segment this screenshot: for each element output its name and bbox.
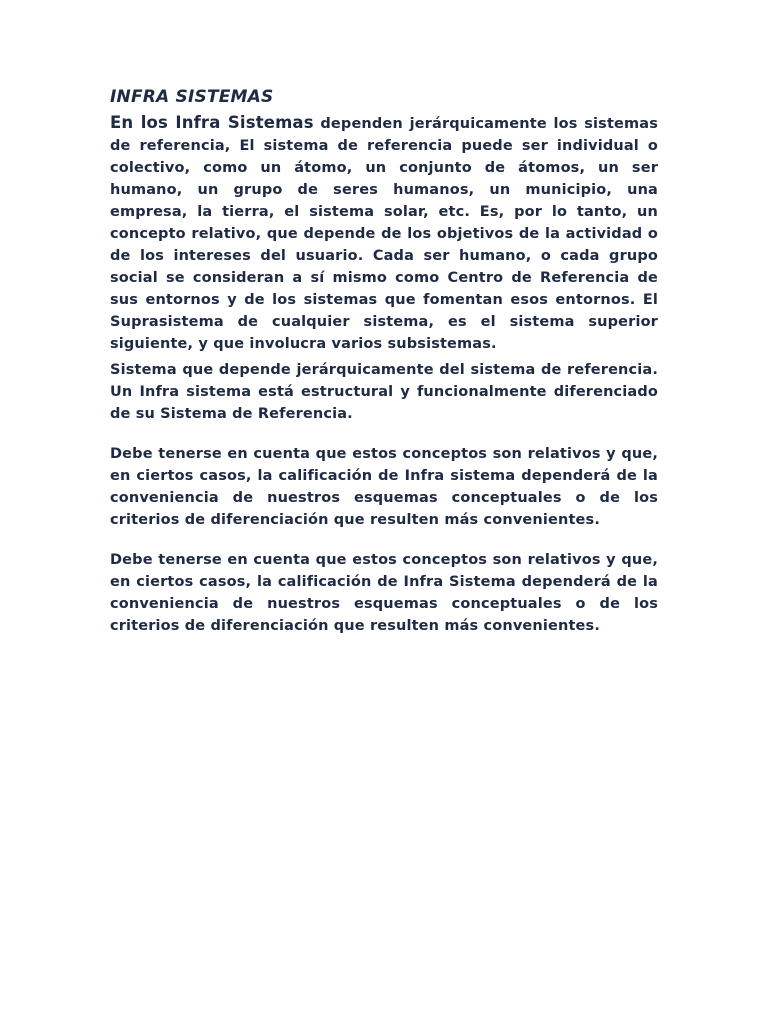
paragraph-4: Debe tenerse en cuenta que estos conceptos son relativos y que, en ciertos casos, la calificación de Infra Sistema dependerá de la conveniencia de nuestros esquemas conceptuales o de los criterios de diferenciación que resulten más convenientes. [110,552,658,634]
paragraph-spacer [110,425,658,443]
document-body [110,86,658,637]
paragraph-1-text: dependen jerárquicamente los sistemas de referencia, El sistema de referencia puede ser individual o colectivo, como un átomo, un conjunto de átomos, un ser humano, un grupo de seres humanos, un municipio, una empresa, la tierra, el sistema solar, etc. Es, por lo tanto, un concepto relativo, que depende de los objetivos de la actividad o de los intereses del usuario. Cada ser humano, o cada grupo social se consideran a sí mismo como Centro de Referencia de sus entornos y de los sistemas que fomentan esos entornos. El Suprasistema de cualquier sistema, es el sistema superior siguiente, y que involucra varios subsistemas. [110,116,658,352]
paragraph-spacer [110,531,658,549]
paragraph-1 [110,112,658,355]
paragraph-2: Sistema que depende jerárquicamente del sistema de referencia. Un Infra sistema está estructural y funcionalmente diferenciado de su Sistema de Referencia. [110,362,658,422]
paragraph-1-lead: En los Infra Sistemas [110,113,314,132]
paragraph-3: Debe tenerse en cuenta que estos conceptos son relativos y que, en ciertos casos, la calificación de Infra sistema dependerá de la conveniencia de nuestros esquemas conceptuales o de los criterios de diferenciación que resulten más convenientes. [110,446,658,528]
document-title: INFRA SISTEMAS [110,87,274,107]
